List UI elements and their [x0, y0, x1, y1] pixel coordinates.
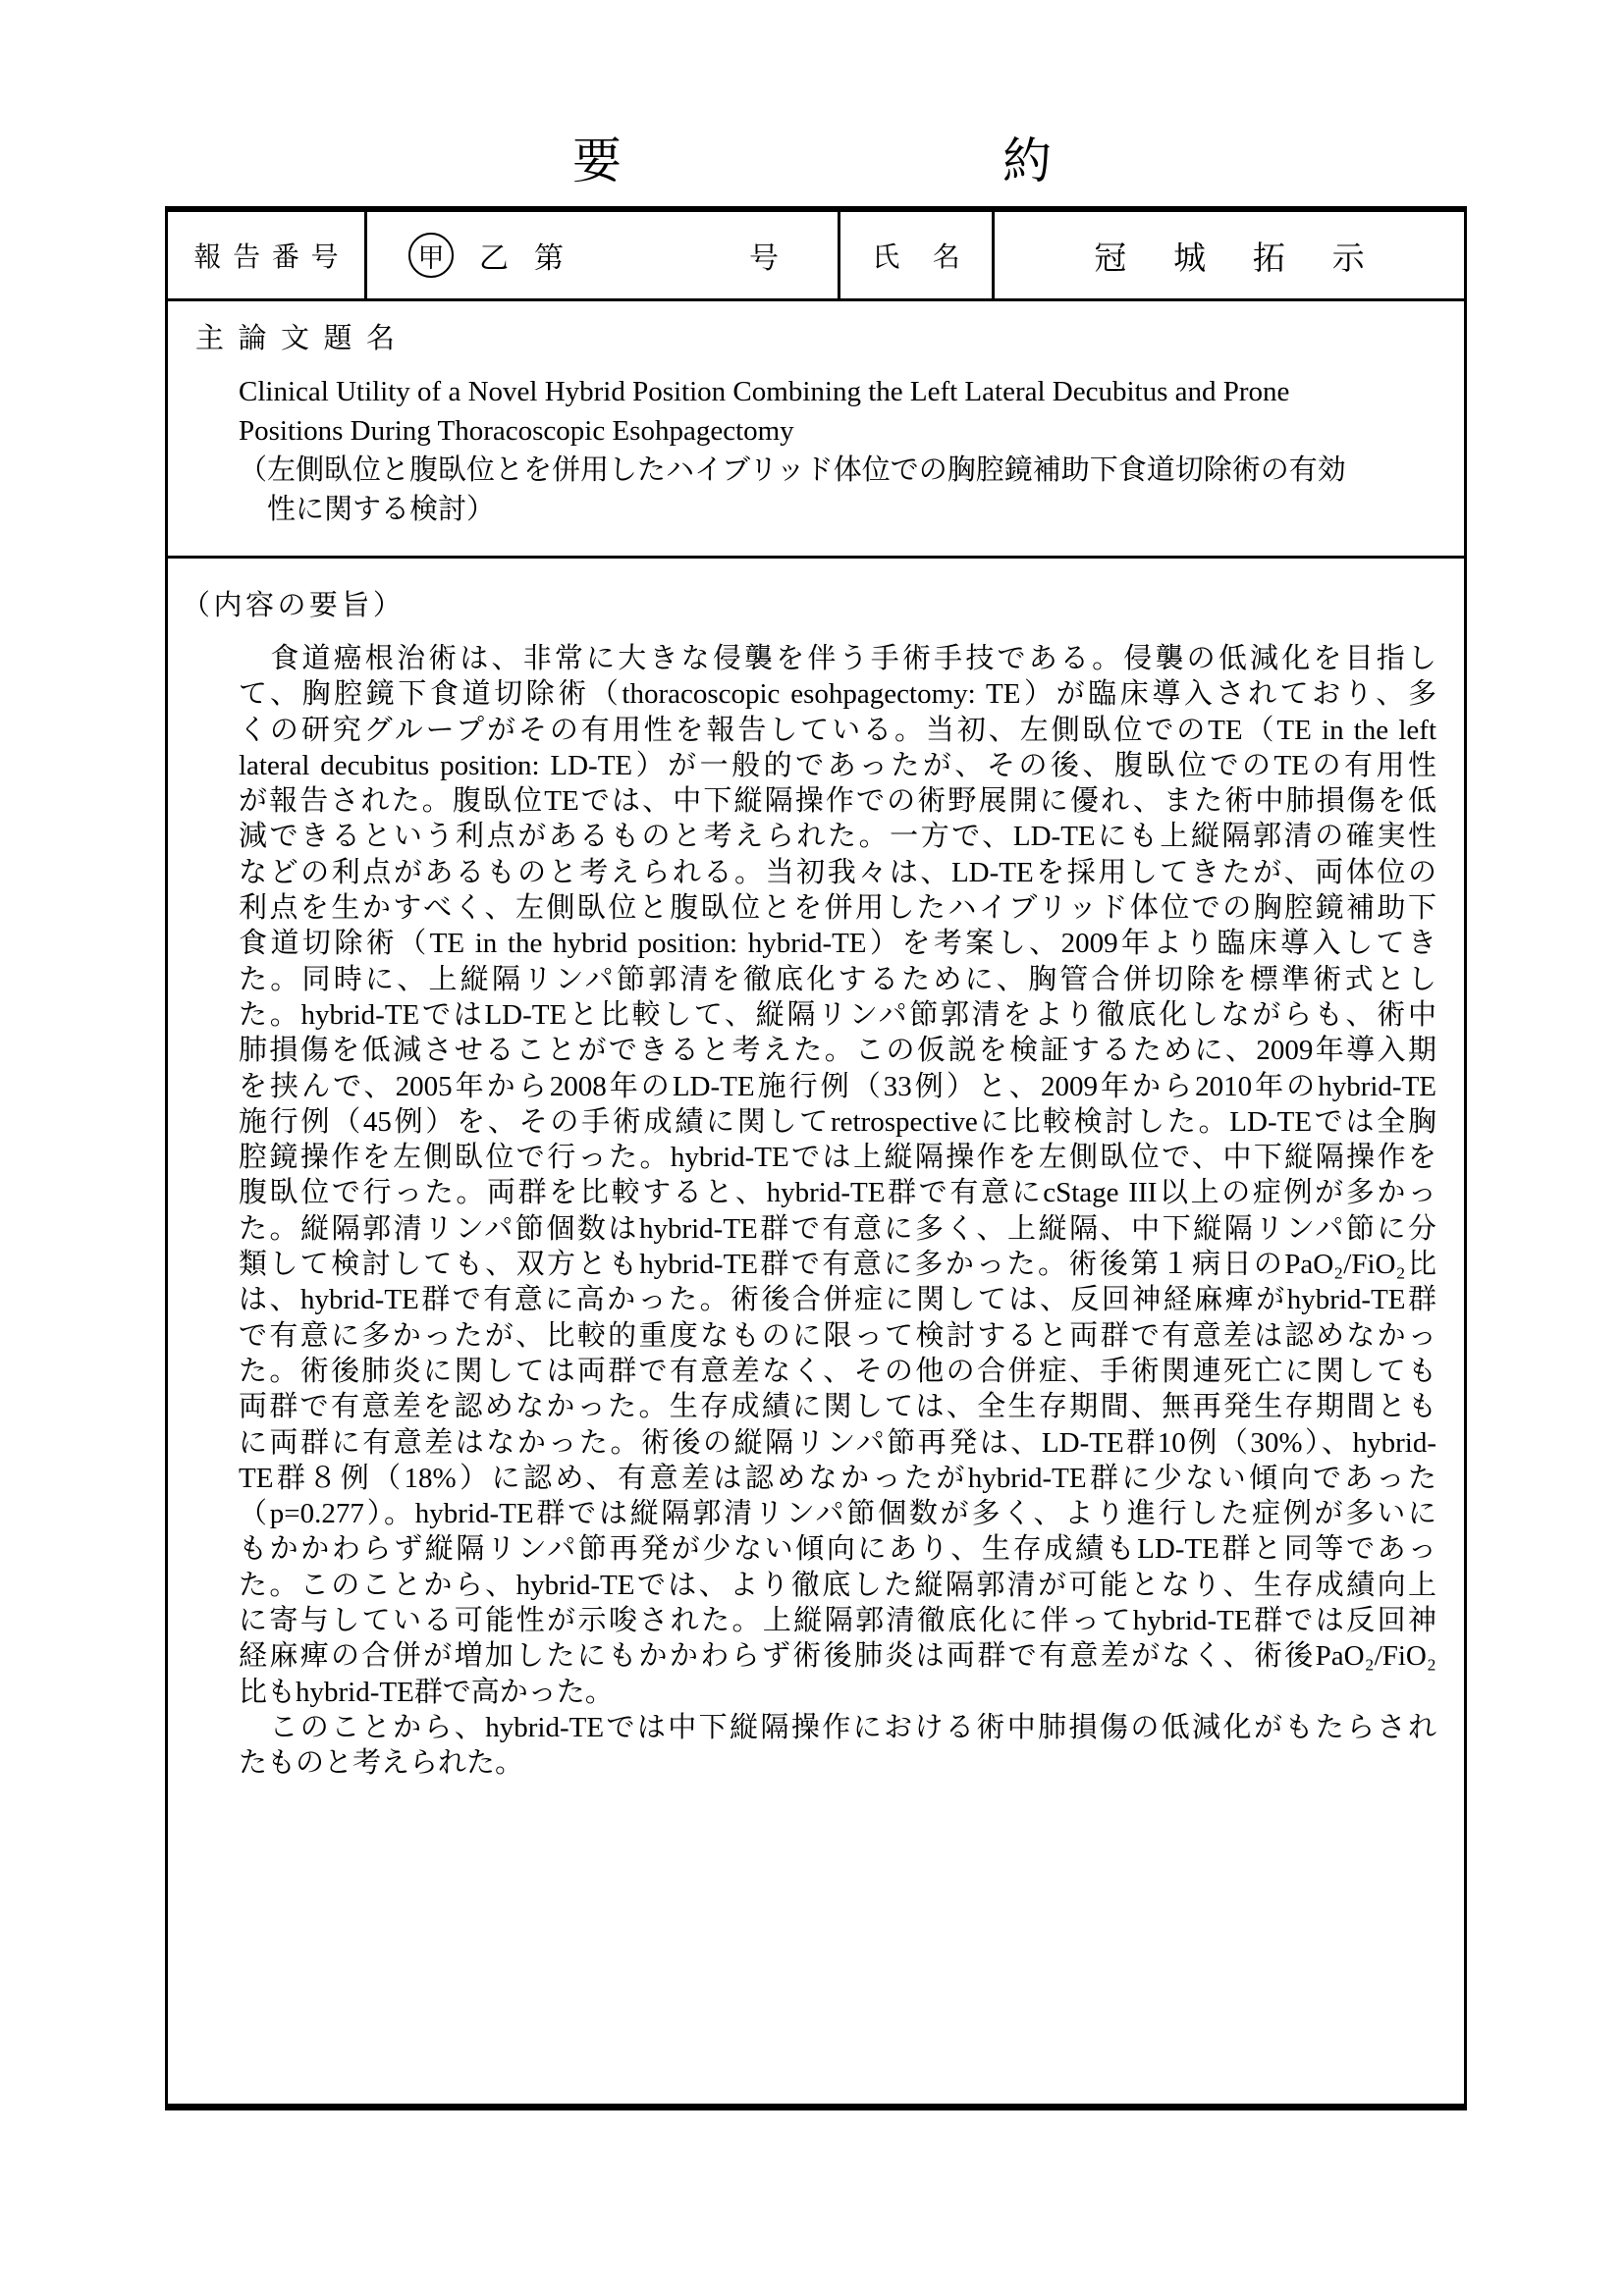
thesis-title-section	[168, 301, 1464, 559]
report-number-label-text: 報告番号	[193, 241, 351, 272]
abstract-text-line: たものと考えられた。	[239, 1747, 524, 1780]
report-number-prefix	[408, 233, 564, 278]
page-title-char-yaku: 約	[1002, 133, 1052, 188]
abstract-text-line: に寄与している可能性が示唆された。上縦隔郭清徹底化に伴ってhybrid-TE群では反回神	[239, 1605, 1436, 1637]
abstract-text-line: 施行例（45例）を、その手術成績に関してretrospectiveに比較検討した。LD-TEでは全胸	[239, 1105, 1436, 1138]
abstract-section	[168, 559, 1464, 1782]
abstract-text-line: た。同時に、上縦隔リンパ節郭清を徹底化するために、胸管合併切除を標準術式とし	[239, 963, 1436, 995]
abstract-text-line: た。術後肺炎に関しては両群で有意差なく、その他の合併症、手術関連死亡に関しても	[239, 1355, 1437, 1387]
thesis-title-en-line2: Positions During Thoracoscopic Esohpagectomy	[239, 415, 794, 447]
abstract-text-line: 減できるという利点があるものと考えられた。一方で、LD-TEにも上縦隔郭清の確実性	[239, 821, 1436, 853]
abstract-text-line: 腔鏡操作を左側臥位で行った。hybrid-TEでは上縦隔操作を左側臥位で、中下縦隔操作を	[239, 1142, 1436, 1174]
abstract-text-line: は、hybrid-TE群で有意に高かった。術後合併症に関しては、反回神経麻痺がhybrid-TE群	[239, 1284, 1436, 1316]
abstract-text-line: などの利点があるものと考えられる。当初我々は、LD-TEを採用してきたが、両体位の	[239, 856, 1436, 888]
summary-form-box	[165, 206, 1467, 2110]
abstract-text-line: くの研究グループがその有用性を報告している。当初、左側臥位でのTE（TE in the left	[239, 714, 1436, 746]
abstract-text-line: （p=0.277）。hybrid-TE群では縦隔郭清リンパ節個数が多く、より進行した症例が多いに	[239, 1498, 1436, 1530]
abstract-text-line: 腹臥位で行った。両群を比較すると、hybrid-TE群で有意にcStage III以上の症例が多かっ	[239, 1177, 1436, 1209]
kou-circle-mark	[408, 233, 454, 278]
gou-character: 号	[749, 242, 779, 275]
name-label	[840, 212, 995, 298]
abstract-text-line: で有意に多かったが、比較的重度なものに限って検討すると両群で有意差は認めなかっ	[239, 1319, 1436, 1352]
name-value	[995, 212, 1464, 298]
abstract-text-line: もかかわらず縦隔リンパ節再発が少ない傾向にあり、生存成績もLD-TE群と同等であっ	[239, 1533, 1436, 1566]
page-title	[0, 133, 1624, 188]
thesis-title-label: 主論文題名	[195, 323, 409, 354]
report-header-row	[168, 212, 1464, 301]
abstract-text-line: た。hybrid-TEではLD-TEと比較して、縦隔リンパ節郭清をより徹底化しながらも、術中	[239, 998, 1436, 1031]
abstract-text-line: を挟んで、2005年から2008年のLD-TE施行例（33例）と、2009年から2010年のhybrid-TE	[239, 1070, 1436, 1102]
abstract-text-line: TE群８例（18%）に認め、有意差は認めなかったがhybrid-TE群に少ない傾向であった	[239, 1462, 1436, 1494]
abstract-text-line: 両群で有意差を認めなかった。生存成績に関しては、全生存期間、無再発生存期間とも	[239, 1391, 1436, 1423]
thesis-title-ja-line1: （左側臥位と腹臥位とを併用したハイブリッド体位での胸腔鏡補助下食道切除術の有効	[239, 454, 1346, 486]
abstract-text-line: 類して検討しても、双方ともhybrid-TE群で有意に多かった。術後第１病日のPaO₂/FiO₂比	[239, 1249, 1436, 1281]
abstract-heading: （内容の要旨）	[182, 590, 406, 621]
abstract-text-line: このことから、hybrid-TEでは中下縦隔操作における術中肺損傷の低減化がもたらされ	[239, 1711, 1436, 1743]
thesis-title-lines	[168, 372, 1464, 529]
abstract-text-line: 比もhybrid-TE群で高かった。	[239, 1676, 614, 1708]
abstract-text-line: 食道切除術（TE in the hybrid position: hybrid-TE）を考案し、2009年より臨床導入してき	[239, 928, 1436, 960]
abstract-text-line: に両群に有意差はなかった。術後の縦隔リンパ節再発は、LD-TE群10例（30%）、hybrid-	[239, 1426, 1436, 1459]
report-number-cell	[367, 212, 840, 298]
abstract-text-line: 経麻痺の合併が増加したにもかかわらず術後肺炎は両群で有意差がなく、術後PaO₂/FiO₂	[239, 1640, 1436, 1673]
abstract-text-line: 肺損傷を低減させることができると考えた。この仮説を検証するために、2009年導入期	[239, 1035, 1436, 1067]
abstract-body	[239, 641, 1436, 1782]
name-label-text: 氏名	[872, 241, 994, 272]
name-value-text: 冠城拓示	[1094, 240, 1412, 277]
abstract-text-line: lateral decubitus position: LD-TE）が一般的であったが、その後、腹臥位でのTEの有用性	[239, 749, 1436, 781]
thesis-title-ja-line2: 性に関する検討）	[267, 494, 496, 525]
abstract-text-line: た。このことから、hybrid-TEでは、より徹底した縦隔郭清が可能となり、生存成績向上	[239, 1569, 1436, 1601]
thesis-title-en-line1: Clinical Utility of a Novel Hybrid Position Combining the Left Lateral Decubitus and Prone	[239, 376, 1290, 407]
abstract-text-line: た。縦隔郭清リンパ節個数はhybrid-TE群で有意に多く、上縦隔、中下縦隔リンパ節に分	[239, 1212, 1436, 1245]
otsu-character: 乙	[479, 242, 509, 275]
abstract-text-line: が報告された。腹臥位TEでは、中下縦隔操作での術野展開に優れ、また術中肺損傷を低	[239, 785, 1436, 818]
abstract-text-line: 利点を生かすべく、左側臥位と腹臥位とを併用したハイブリッド体位での胸腔鏡補助下	[239, 892, 1436, 925]
kou-character: 甲	[417, 242, 445, 273]
report-number-label	[168, 212, 367, 298]
page-title-char-you: 要	[572, 133, 622, 188]
abstract-text-line: て、胸腔鏡下食道切除術（thoracoscopic esohpagectomy: TE）が臨床導入されており、多	[239, 678, 1436, 711]
abstract-text-line: 食道癌根治術は、非常に大きな侵襲を伴う手術手技である。侵襲の低減化を目指し	[239, 643, 1436, 674]
dai-character: 第	[534, 242, 564, 275]
